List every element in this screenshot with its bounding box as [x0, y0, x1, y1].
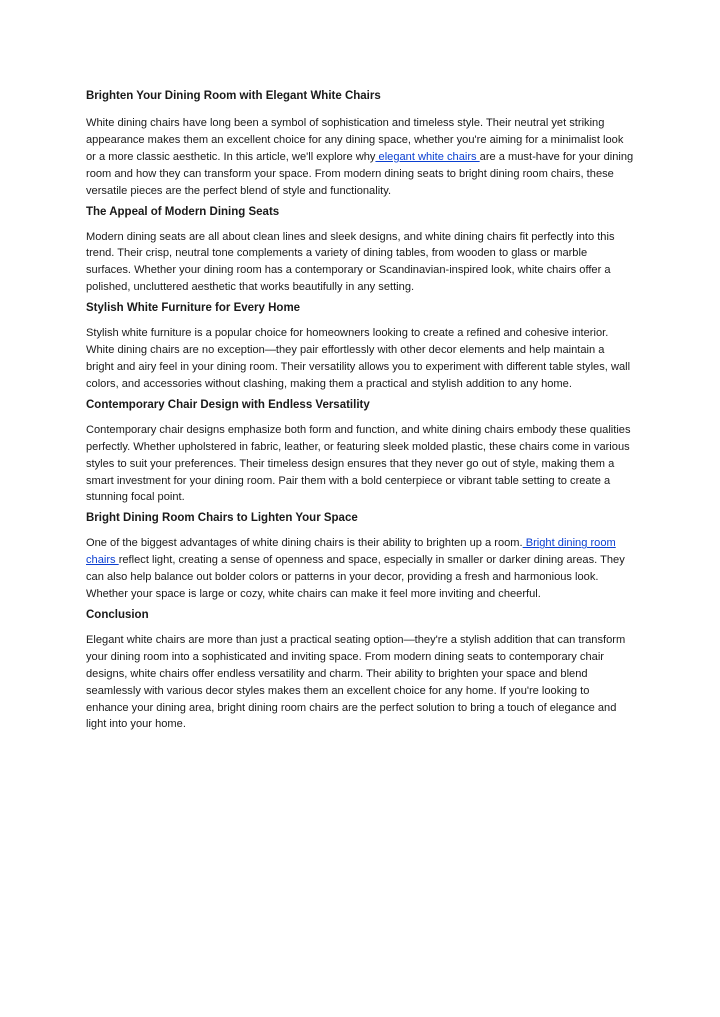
- section-body-contemporary-chair-design: Contemporary chair designs emphasize both form and function, and white dining chairs embody these qualities perfectly. Whether upholstered in fabric, leather, or featuring sleek molded plastic, these chairs come in various styles to suit your preferences. Their timeless design ensures that they never go out of style, making them a smart investment for your dining room. Pair them with a bold centerpiece or vibrant table setting to create a stunning focal point.: [86, 423, 631, 504]
- section-body-modern-dining-seats: Modern dining seats are all about clean lines and sleek designs, and white dining chairs fit perfectly into this trend. Their crisp, neutral tone complements a variety of dining tables, from wooden to glass or marble surfaces. Whether your dining room has a contemporary or Scandinavian-inspired look, white chairs offer a polished, uncluttered aesthetic that works beautifully in any setting.: [86, 230, 615, 294]
- section-heading-contemporary-chair-design: Contemporary Chair Design with Endless Versatility: [86, 398, 370, 411]
- intro-text-after-link: are a must-have for your dining room and how they can transform your space. From modern dining seats to bright dining room chairs, these versatile pieces are the perfect blend of style and functionality.: [86, 150, 634, 197]
- section-heading-stylish-white-furniture: Stylish White Furniture for Every Home: [86, 302, 301, 315]
- document-title: Brighten Your Dining Room with Elegant White Chairs: [86, 90, 381, 102]
- section-heading-conclusion: Conclusion: [86, 608, 149, 621]
- document-page: [86, 88, 634, 737]
- elegant-white-chairs-link[interactable]: elegant white chairs: [375, 150, 480, 163]
- intro-text-before-link: White dining chairs have long been a symbol of sophistication and timeless style. Their neutral yet striking appearance makes them an excellent choice for any dining space, whether you're aiming for a minimalist look or a more classic aesthetic. In this article, we'll explore why: [86, 117, 624, 163]
- bright-section-text-after-link: reflect light, creating a sense of openness and space, especially in smaller or darker dining areas. They can also help balance out bolder colors or patterns in your decor, providing a fresh and harmonious look. Whether your space is large or cozy, white chairs can make it feel more inviting and cheerful.: [86, 554, 625, 601]
- bright-section-text-before-link: One of the biggest advantages of white dining chairs is their ability to brighten up a room.: [86, 537, 523, 550]
- section-heading-modern-dining-seats: The Appeal of Modern Dining Seats: [86, 205, 280, 218]
- section-body-bright-dining-room-chairs: [86, 535, 634, 603]
- section-heading-bright-dining-room-chairs: Bright Dining Room Chairs to Lighten Your Space: [86, 512, 358, 525]
- bright-dining-room-chairs-link[interactable]: Bright dining room chairs: [86, 537, 616, 567]
- section-body-conclusion: Elegant white chairs are more than just a practical seating option—they're a stylish addition that can transform your dining room into a sophisticated and inviting space. From modern dining seats to contemporary chair designs, white chairs offer endless versatility and charm. Their ability to brighten your space and blend seamlessly with various decor styles makes them an excellent choice for any home. If you're looking to enhance your dining area, bright dining room chairs are the perfect solution to bring a touch of elegance and light into your home.: [86, 633, 626, 731]
- intro-paragraph: [86, 115, 634, 200]
- section-body-stylish-white-furniture: Stylish white furniture is a popular choice for homeowners looking to create a refined and cohesive interior. White dining chairs are no exception—they pair effortlessly with other decor elements and help maintain a bright and airy feel in your dining room. Their versatility allows you to experiment with different table styles, wall colors, and accessories without clashing, making them a practical and stylish addition to any home.: [86, 327, 631, 390]
